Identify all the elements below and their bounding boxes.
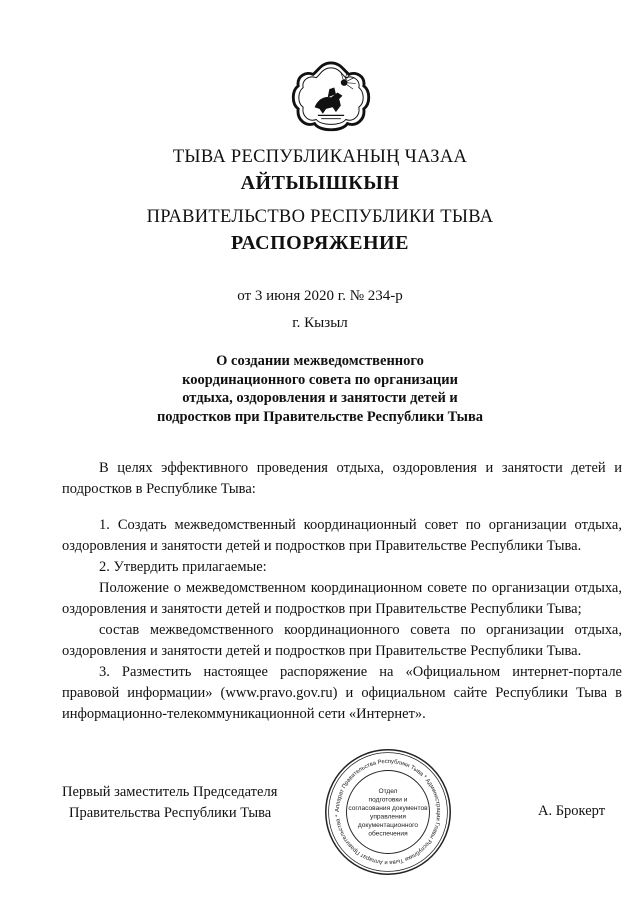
official-stamp [322, 746, 454, 878]
item-3: 3. Разместить настоящее распоряжение на «Официальном интернет-портале правовой информации» (www.pravo.gov.ru) и официальном сайте Республики Тыва в информационно-телекоммуникационной сети «Интернет». [62, 664, 622, 722]
title-line: координационного совета по организации [182, 371, 458, 388]
tyva-document-type: АЙТЫЫШКЫН [240, 172, 400, 194]
item-2: 2. Утвердить прилагаемые: [99, 559, 267, 575]
item-2-composition: состав межведомственного координационного совета по организации отдыха, оздоровления и занятости детей и подростков при Правительстве Республики Тыва. [62, 622, 622, 659]
svg-text:обеспечения: обеспечения [368, 830, 408, 838]
svg-text:Отдел: Отдел [378, 788, 398, 796]
emblem-of-tuva-icon [290, 58, 372, 140]
preamble [62, 458, 622, 500]
title-line: О создании межведомственного [216, 353, 424, 369]
signatory-name: А. Брокерт [538, 803, 606, 819]
document-title [120, 352, 520, 426]
preamble-text: В целях эффективного проведения отдыха, оздоровления и занятости детей и подростков в Республике Тыва: [62, 460, 622, 497]
order-items [62, 515, 622, 725]
position-line-1: Первый заместитель Председателя [62, 784, 278, 800]
title-line: отдыха, оздоровления и занятости детей и [182, 390, 458, 406]
item-2-regulation: Положение о межведомственном координационном совете по организации отдыха, оздоровления и занятости детей и подростков при Правительстве Республики Тыва; [62, 580, 622, 617]
svg-text:управления: управления [370, 813, 406, 821]
svg-text:документационного: документационного [357, 822, 419, 830]
signatory-position [62, 782, 277, 824]
document-city: г. Кызыл [292, 315, 348, 331]
position-line-2: Правительства Республики Тыва [69, 805, 272, 821]
svg-text:подготовки и: подготовки и [368, 796, 408, 804]
document-type: РАСПОРЯЖЕНИЕ [231, 232, 409, 254]
government-name: ПРАВИТЕЛЬСТВО РЕСПУБЛИКИ ТЫВА [146, 207, 494, 227]
title-line: подростков при Правительстве Республики Тыва [156, 408, 484, 425]
tyva-government-name: ТЫВА РЕСПУБЛИКАНЫҢ ЧАЗАА [172, 147, 468, 167]
svg-text:Аппарат Правительства Республи: Аппарат Правительства Республики Тыва * Администрации Главы Республики Тыва и Аппарат Правительства * [334, 758, 442, 866]
svg-text:согласования документов: согласования документов [348, 805, 428, 813]
item-1: 1. Создать межведомственный координационный совет по организации отдыха, оздоровления и занятости детей и подростков при Правительстве Республики Тыва. [62, 517, 622, 554]
document-date-number: от 3 июня 2020 г. № 234-р [237, 288, 403, 304]
